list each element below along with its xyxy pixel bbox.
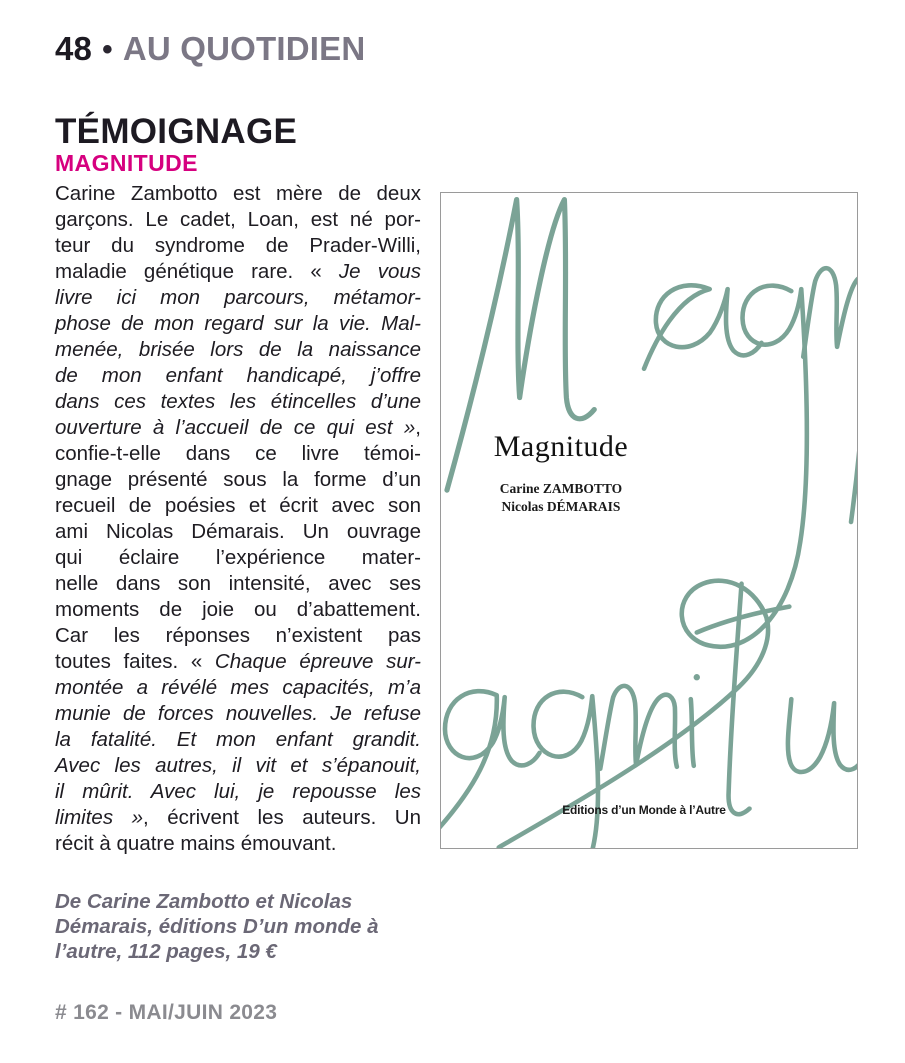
cover-publisher: Editions d’un Monde à l’Autre [562, 803, 726, 817]
text-line: qui éclaire l’expérience mater- [55, 546, 421, 569]
text-line: garçons. Le cadet, Loan, est né por- [55, 208, 421, 231]
text-line: menée, brisée lors de la naissance [55, 338, 421, 361]
book-credit [55, 889, 415, 964]
text-line: l’autre, 112 pages, 19 € [55, 940, 277, 963]
text-line: nelle dans son intensité, avec ses [55, 572, 421, 595]
text-line: maladie génétique rare. « Je vous [55, 260, 422, 283]
section-title: AU QUOTIDIEN [122, 30, 366, 67]
text-line: recueil de poésies et écrit avec son [55, 494, 421, 517]
text-line: gnage présenté sous la forme d’un [55, 468, 421, 491]
article-kicker: TÉMOIGNAGE [55, 112, 298, 151]
text-line: teur du syndrome de Prader-Willi, [55, 234, 421, 257]
article-title: MAGNITUDE [55, 150, 198, 176]
text-line: moments de joie ou d’abattement. [55, 598, 421, 621]
text-line: ami Nicolas Démarais. Un ouvrage [55, 520, 421, 543]
i-dot [694, 674, 700, 680]
cover-author-2: Nicolas DÉMARAIS [501, 499, 621, 514]
text-line: ouverture à l’accueil de ce qui est », [55, 416, 421, 439]
cover-author-1: Carine ZAMBOTTO [499, 481, 623, 496]
text-line: Démarais, éditions D’un monde à [55, 915, 379, 938]
text-line: la fatalité. Et mon enfant grandit. [55, 728, 421, 751]
book-cover [440, 192, 858, 849]
text-line: livre ici mon parcours, métamor- [55, 286, 421, 309]
page-number: 48 [55, 30, 93, 67]
text-line: récit à quatre mains émouvant. [55, 832, 337, 855]
cover-book-title: Magnitude [493, 430, 629, 463]
text-line: phose de mon regard sur la vie. Mal- [55, 312, 421, 335]
text-line: montée a révélé mes capacités, m’a [55, 676, 421, 699]
text-line: Car les réponses n’existent pas [55, 624, 421, 647]
text-line: De Carine Zambotto et Nicolas [55, 890, 353, 913]
text-line: confie-t-elle dans ce livre témoi- [55, 442, 421, 465]
text-line: limites », écrivent les auteurs. Un [55, 806, 421, 829]
issue-label: # 162 - MAI/JUIN 2023 [55, 1001, 278, 1024]
text-line: Carine Zambotto est mère de deux [55, 182, 421, 205]
text-line: Avec les autres, il vit et s’épanouit, [55, 754, 421, 777]
text-line: de mon enfant handicapé, j’offre [55, 364, 421, 387]
cover-calligraphy-art [441, 193, 857, 848]
text-line: dans ces textes les étincelles d’une [55, 390, 421, 413]
text-line: toutes faites. « Chaque épreuve sur- [55, 650, 422, 673]
separator-bullet: • [102, 33, 113, 66]
page-header [55, 30, 365, 68]
text-line: il mûrit. Avec lui, je repousse les [55, 780, 421, 803]
text-line: munie de forces nouvelles. Je refuse [55, 702, 421, 725]
article-body [55, 181, 421, 857]
cover-authors [441, 480, 681, 516]
